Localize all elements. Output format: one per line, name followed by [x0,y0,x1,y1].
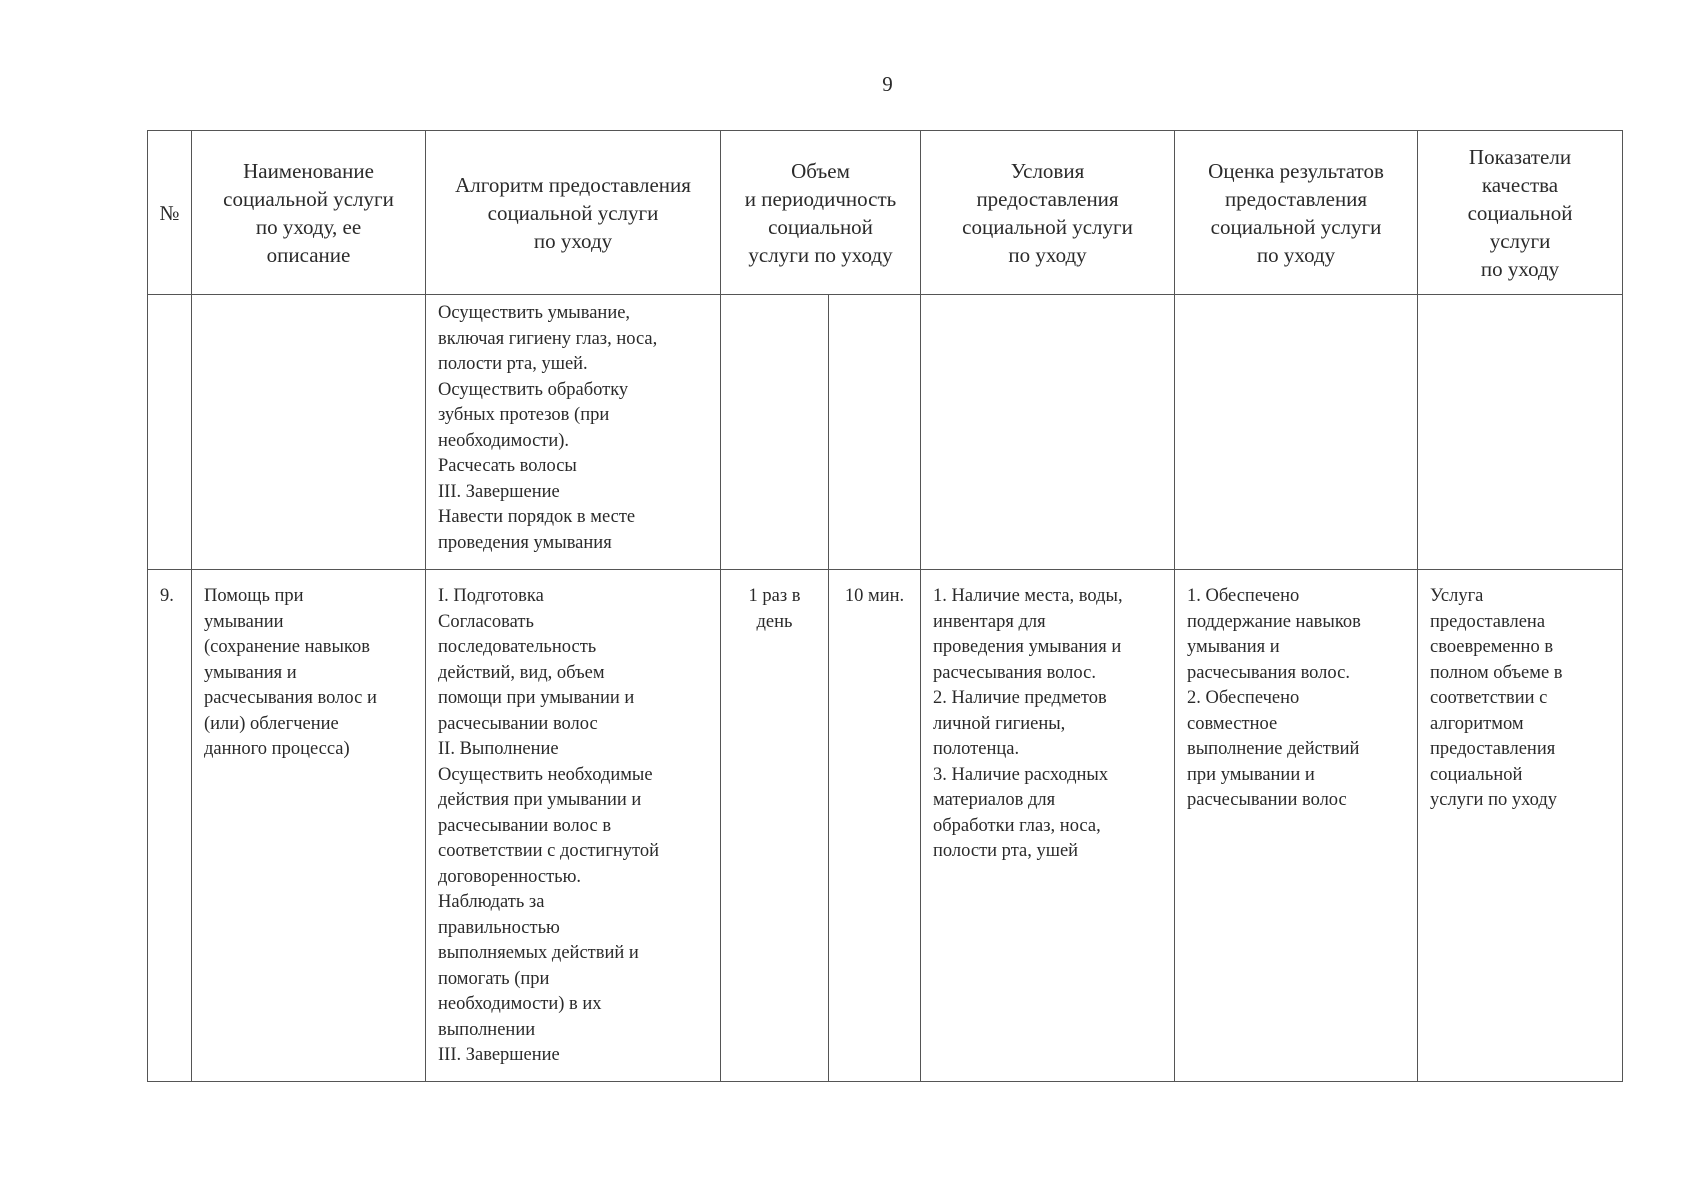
cell-evaluation: 1. Обеспечено поддержание навыков умывания и расчесывания волос. 2. Обеспечено совместное выполнение действий при умывании и расчесывании волос [1175,570,1418,1082]
cell-number-empty [148,295,192,570]
cell-service-name: Помощь при умывании (сохранение навыков умывания и расчесывания волос и (или) облегчение данного процесса) [192,570,426,1082]
cell-duration-empty [829,295,921,570]
cell-evaluation-empty [1175,295,1418,570]
cell-quality: Услуга предоставлена своевременно в полном объеме в соответствии с алгоритмом предоставления социальной услуги по уходу [1418,570,1623,1082]
header-conditions: Условия предоставления социальной услуги по уходу [921,131,1175,295]
table-header-row [148,131,1623,295]
social-services-table [147,130,1623,1082]
header-service-name: Наименование социальной услуги по уходу, ее описание [192,131,426,295]
cell-duration: 10 мин. [829,570,921,1082]
header-algorithm: Алгоритм предоставления социальной услуги по уходу [426,131,721,295]
cell-conditions: 1. Наличие места, воды, инвентаря для проведения умывания и расчесывания волос. 2. Наличие предметов личной гигиены, полотенца. 3. Наличие расходных материалов для обработки глаз, носа, полости рта, ушей [921,570,1175,1082]
cell-conditions-empty [921,295,1175,570]
cell-name-empty [192,295,426,570]
header-volume-periodicity: Объем и периодичность социальной услуги по уходу [721,131,921,295]
table-row-9 [148,570,1623,1082]
cell-quality-empty [1418,295,1623,570]
page-number: 9 [882,72,893,96]
cell-row-number: 9. [148,570,192,1082]
cell-algorithm-continued: Осуществить умывание, включая гигиену глаз, носа, полости рта, ушей. Осуществить обработку зубных протезов (при необходимости). Расчесать волосы III. Завершение Навести порядок в месте проведения умывания [426,295,721,570]
table-row-continuation [148,295,1623,570]
header-evaluation: Оценка результатов предоставления социальной услуги по уходу [1175,131,1418,295]
header-number: № [148,131,192,295]
header-quality: Показатели качества социальной услуги по уходу [1418,131,1623,295]
cell-algorithm: I. Подготовка Согласовать последовательность действий, вид, объем помощи при умывании и расчесывании волос II. Выполнение Осуществить необходимые действия при умывании и расчесывании волос в соответствии с достигнутой договоренностью. Наблюдать за правильностью выполняемых действий и помогать (при необходимости) в их выполнении III. Завершение [426,570,721,1082]
cell-periodicity: 1 раз в день [721,570,829,1082]
cell-periodicity-empty [721,295,829,570]
